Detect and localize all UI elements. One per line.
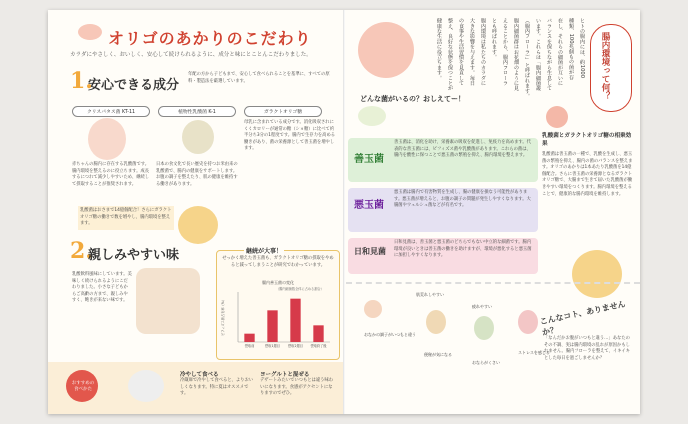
face-illustration-3 bbox=[474, 316, 494, 340]
bubble-2: 肌荒れしやすい bbox=[416, 292, 444, 297]
chart-svg bbox=[220, 286, 336, 354]
family-illustration bbox=[136, 268, 200, 334]
intro-col-13: 整え、良好な状態を保つことが bbox=[447, 18, 453, 91]
intro-col-2: 種類、100兆個もの菌が存 bbox=[568, 18, 574, 80]
ingredient-tag-1: クリスパタス菌 KT-11 bbox=[72, 106, 150, 117]
bad-bacteria-text: 悪玉菌は腸内で有害物質を生成し、腸の健康を損なう可能性があります。悪玉菌が増えると、お腹の調子の問題が発生しやすくなります。大腸菌やウェルシュ菌などが有名です。 bbox=[394, 190, 531, 209]
chart-subtitle: （腸内細菌数全体に占める割合） bbox=[276, 287, 324, 291]
divider bbox=[346, 282, 640, 285]
intro-col-10: 腸内環境は私たちのカラダに bbox=[480, 18, 486, 86]
k1-text: 日本の食文化で長い歴史を持つお米由来の乳酸菌で、腸内の健康をサポートします。お腹の調子を整えたり、肌の健康を維持する働きがあります。 bbox=[156, 162, 238, 187]
bubble-3: 疲れやすい bbox=[472, 304, 492, 309]
intro-col-5: います。これらは「腸内細菌叢 bbox=[535, 18, 541, 91]
chart-bar bbox=[313, 325, 323, 342]
bad-bacteria-name: 悪玉菌 bbox=[354, 200, 384, 211]
chart-caption: せっかく増えた善玉菌も、ガラクトオリゴ糖の摂取をやめると減ってしまうことが研究でわかっています。 bbox=[222, 256, 334, 268]
page-title: オリゴのあかりのこだわり bbox=[108, 29, 312, 48]
chart-title: 腸内善玉菌の変化 bbox=[262, 280, 294, 285]
chart-bar bbox=[267, 310, 277, 342]
section1-intro: 年配の方から子どもまで、安心して食べられることを基準に、すべての原料・製造法を厳選しています。 bbox=[188, 72, 330, 84]
synergy-text: 乳酸菌は善玉菌の一種で、乳酸を生成し、悪玉菌の繁殖を抑え、腸内の菌のバランスを整えます。オリゴのあかりは1本あたり乳酸菌を14億個配合。さらに善玉菌の栄養源となるガラクトオリゴ糖で、大腸まで生きて届いた乳酸菌が働きやすい環境をつくります。腸内環境を整えることで、健康的な腸内環境を維持します。 bbox=[542, 152, 633, 197]
intestine-illustration bbox=[358, 22, 414, 78]
sun-icon bbox=[546, 106, 568, 128]
intro-col-8: えることから、腸内フローラ bbox=[502, 18, 508, 86]
section2-number: 2. bbox=[70, 238, 93, 264]
bacteria-illustration bbox=[88, 118, 126, 160]
intro-col-4: バランスを保ちながら生息して bbox=[546, 18, 552, 91]
page-subtitle: カラダにやさしく、おいしく、安心して続けられるように、成分と味にとことんこだわりました。 bbox=[70, 52, 312, 58]
chart-bar bbox=[244, 334, 254, 342]
ingredient-tag-2: 植物性乳酸菌 K-1 bbox=[158, 106, 236, 117]
chart-tick-label: 摂取前 bbox=[244, 344, 255, 348]
intro-col-6: （腸内フローラ）」と呼ばれます。 bbox=[524, 18, 530, 99]
bubble-1: おなかの調子がいつもと違う bbox=[364, 332, 416, 337]
bacteria-icon bbox=[358, 106, 386, 126]
chart-tick-label: 摂取1週目 bbox=[265, 344, 280, 348]
concern-text: 「なんだかお腹がいつもと違う…」あなたのその不調、実は腸内環境の乱れが原因かもしれません。腸内フローラを整えて、イキイキとした毎日を過ごしませんか？ bbox=[544, 336, 630, 361]
neutral-bacteria-name: 日和見菌 bbox=[354, 247, 386, 256]
good-bacteria-text: 善玉菌は、消化を助け、栄養素の吸収を促進し、免疫力を高めます。代表的な善玉菌には、ビフィズス菌や乳酸菌があります。これらの菌は、腸内を酸性に保つことで悪玉菌の繁殖を抑え、腸内環境を整えます。 bbox=[394, 140, 531, 159]
face-illustration-4 bbox=[518, 310, 538, 334]
section1-number: 1. bbox=[70, 68, 93, 94]
tips-badge-label: おすすめの食べかた bbox=[71, 381, 95, 392]
kt11-text: 赤ちゃんの腸内に存在する乳酸菌です。腸内環境を整えるのに役立ちます。成長するにつれて減少しやすいため、継続して摂取することが推奨されます。 bbox=[72, 162, 150, 187]
intro-col-3: 在し、それらの細菌が互いに bbox=[557, 18, 563, 86]
mascot-illustration bbox=[178, 206, 218, 244]
tip1-text: 冷蔵庫で冷やして食べると、よりおいしくなります。特に夏はオススメです。 bbox=[180, 378, 254, 397]
synergy-heading: 乳酸菌とガラクトオリゴ糖の相乗効果 bbox=[542, 133, 632, 147]
tip1-heading: 冷やして食べる bbox=[180, 372, 219, 378]
chart-tick-label: 摂取終了後 bbox=[310, 344, 327, 348]
section2-text: 乳酸飲料風味にしています。美味しく続けられるようにこだわりました。小さな子どもからご高齢の方まで、親しみやすく、飽きが来ない味です。 bbox=[72, 272, 132, 304]
concern-heading: こんなコト、ありませんか？ bbox=[539, 299, 627, 338]
intro-col-14: 健康な生活に役立ちます。 bbox=[436, 18, 442, 81]
chart-y-label: ビフィズス菌占有率（%） bbox=[221, 298, 225, 336]
chart-bar bbox=[290, 299, 300, 342]
bubble-6: ストレスを感じる bbox=[518, 350, 550, 355]
neutral-bacteria-text: 日和見菌は、善玉菌と悪玉菌のどちらでもない中立的な細菌です。腸内環境が良いときは善玉菌の働きを助けますが、環境が悪化すると悪玉菌に加担しやすくなります。 bbox=[394, 240, 532, 259]
bowl-illustration bbox=[128, 370, 164, 402]
tip2-text: デザートみたいでいつもとは違う味わいになります。食感がアクセントになりますのでぜひ。 bbox=[260, 378, 334, 397]
brochure-spread bbox=[48, 10, 640, 414]
tip2-heading: ヨーグルトと混ぜる bbox=[260, 372, 310, 378]
section2-heading: 親しみやすい味 bbox=[88, 248, 180, 263]
intro-col-1: ヒトの腸内には、約1000 bbox=[579, 18, 585, 79]
leaf-illustration bbox=[182, 120, 214, 154]
bacteria-types-heading: どんな菌がいるの？おしえてー！ bbox=[360, 95, 465, 103]
face-illustration-2 bbox=[426, 310, 446, 334]
bacteria-note: 乳酸菌はおさまで14億個配合！さらにガラクトオリゴ糖の働きで数を増やし、腸内環境を整えます。 bbox=[78, 206, 174, 230]
sprout-icon bbox=[78, 24, 102, 40]
bubble-4: 便秘が気になる bbox=[424, 352, 452, 357]
question-bubble bbox=[590, 24, 632, 112]
intro-col-9: とも呼ばれます。 bbox=[491, 18, 497, 60]
ingredient-tag-3: ガラクトオリゴ糖 bbox=[244, 106, 322, 117]
good-bacteria-name: 善玉菌 bbox=[354, 154, 384, 165]
intro-col-7: 腸内細菌群はお花畑のように見 bbox=[513, 18, 519, 91]
galacto-text: 母乳に含まれている成分です。消化吸収されにくくカロリーが通常の糖（ショ糖）に比べて約半分ち3分の1程度です。腸内で生存力を高める働きがあり、菌の栄養源として善玉菌を増やします。 bbox=[244, 120, 336, 152]
bubble-5: おならがくさい bbox=[472, 360, 500, 365]
page-gutter bbox=[343, 10, 345, 414]
cheer-mascot bbox=[572, 250, 622, 298]
question-title: 腸内環境って何？ bbox=[600, 32, 610, 100]
intro-col-11: 大きな影響を与えます。毎日 bbox=[469, 18, 475, 86]
faces-group-1 bbox=[364, 300, 404, 334]
chart-tick-label: 摂取2週目 bbox=[288, 344, 303, 348]
section1-heading: 安心できる成分 bbox=[88, 78, 180, 93]
intro-col-12: の食事や生活習慣を見直して bbox=[458, 18, 464, 86]
chart-box-heading: 継続が大事！ bbox=[246, 248, 283, 255]
